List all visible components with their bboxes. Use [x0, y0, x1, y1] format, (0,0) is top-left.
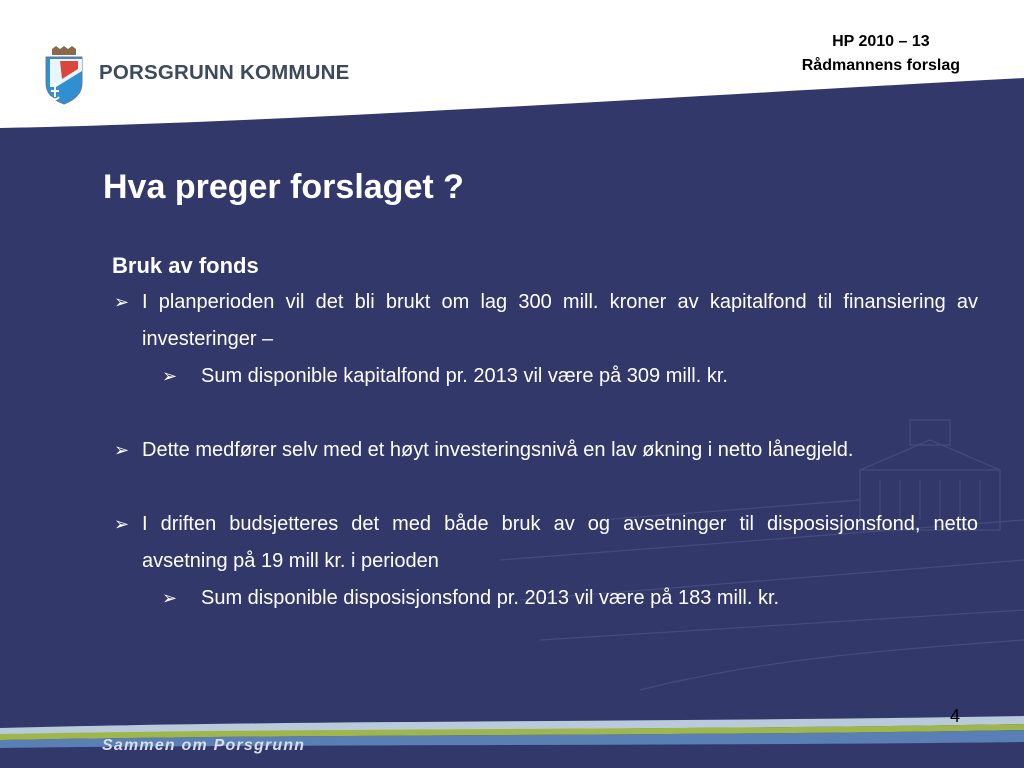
bullet-item [112, 284, 978, 358]
section-heading: Bruk av fonds [112, 253, 259, 278]
spacer [112, 469, 978, 506]
bullet-item [112, 506, 978, 580]
porsgrunn-logo [42, 45, 350, 105]
bullet-text: Dette medfører selv med et høyt investeringsnivå en lav økning i netto lånegjeld. [142, 439, 854, 461]
sub-bullet-item [112, 580, 978, 617]
header-plan-period: HP 2010 – 13 [832, 33, 930, 50]
sub-bullet-item [112, 358, 978, 395]
spacer [112, 395, 978, 432]
bullet-item [112, 432, 978, 469]
slide-title: Hva preger forslaget ? [103, 168, 464, 206]
bullet-text: I driften budsjetteres det med både bruk av og avsetninger til disposisjonsfond, netto avsetning på 19 mill kr. i perioden [142, 513, 978, 572]
bullet-text: I planperioden vil det bli brukt om lag 300 mill. kroner av kapitalfond til finansiering av investeringer – [142, 291, 978, 350]
arrow-bullet-icon: ➢ [114, 514, 130, 534]
arrow-bullet-icon: ➢ [114, 440, 130, 460]
page-number: 4 [950, 706, 961, 726]
slide-content [112, 250, 978, 617]
arrow-bullet-icon: ➢ [114, 292, 130, 312]
header-info [802, 30, 960, 78]
porsgrunn-crest-icon [42, 45, 86, 105]
arrow-bullet-icon: ➢ [162, 588, 178, 608]
sub-bullet-text: Sum disponible disposisjonsfond pr. 2013 vil være på 183 mill. kr. [201, 587, 780, 609]
organization-name: PORSGRUNN KOMMUNE [99, 61, 350, 84]
arrow-bullet-icon: ➢ [162, 366, 178, 386]
sub-bullet-text: Sum disponible kapitalfond pr. 2013 vil være på 309 mill. kr. [201, 365, 728, 387]
footer-tagline: Sammen om Porsgrunn [102, 737, 306, 754]
header-proposal-label: Rådmannens forslag [801, 57, 960, 74]
